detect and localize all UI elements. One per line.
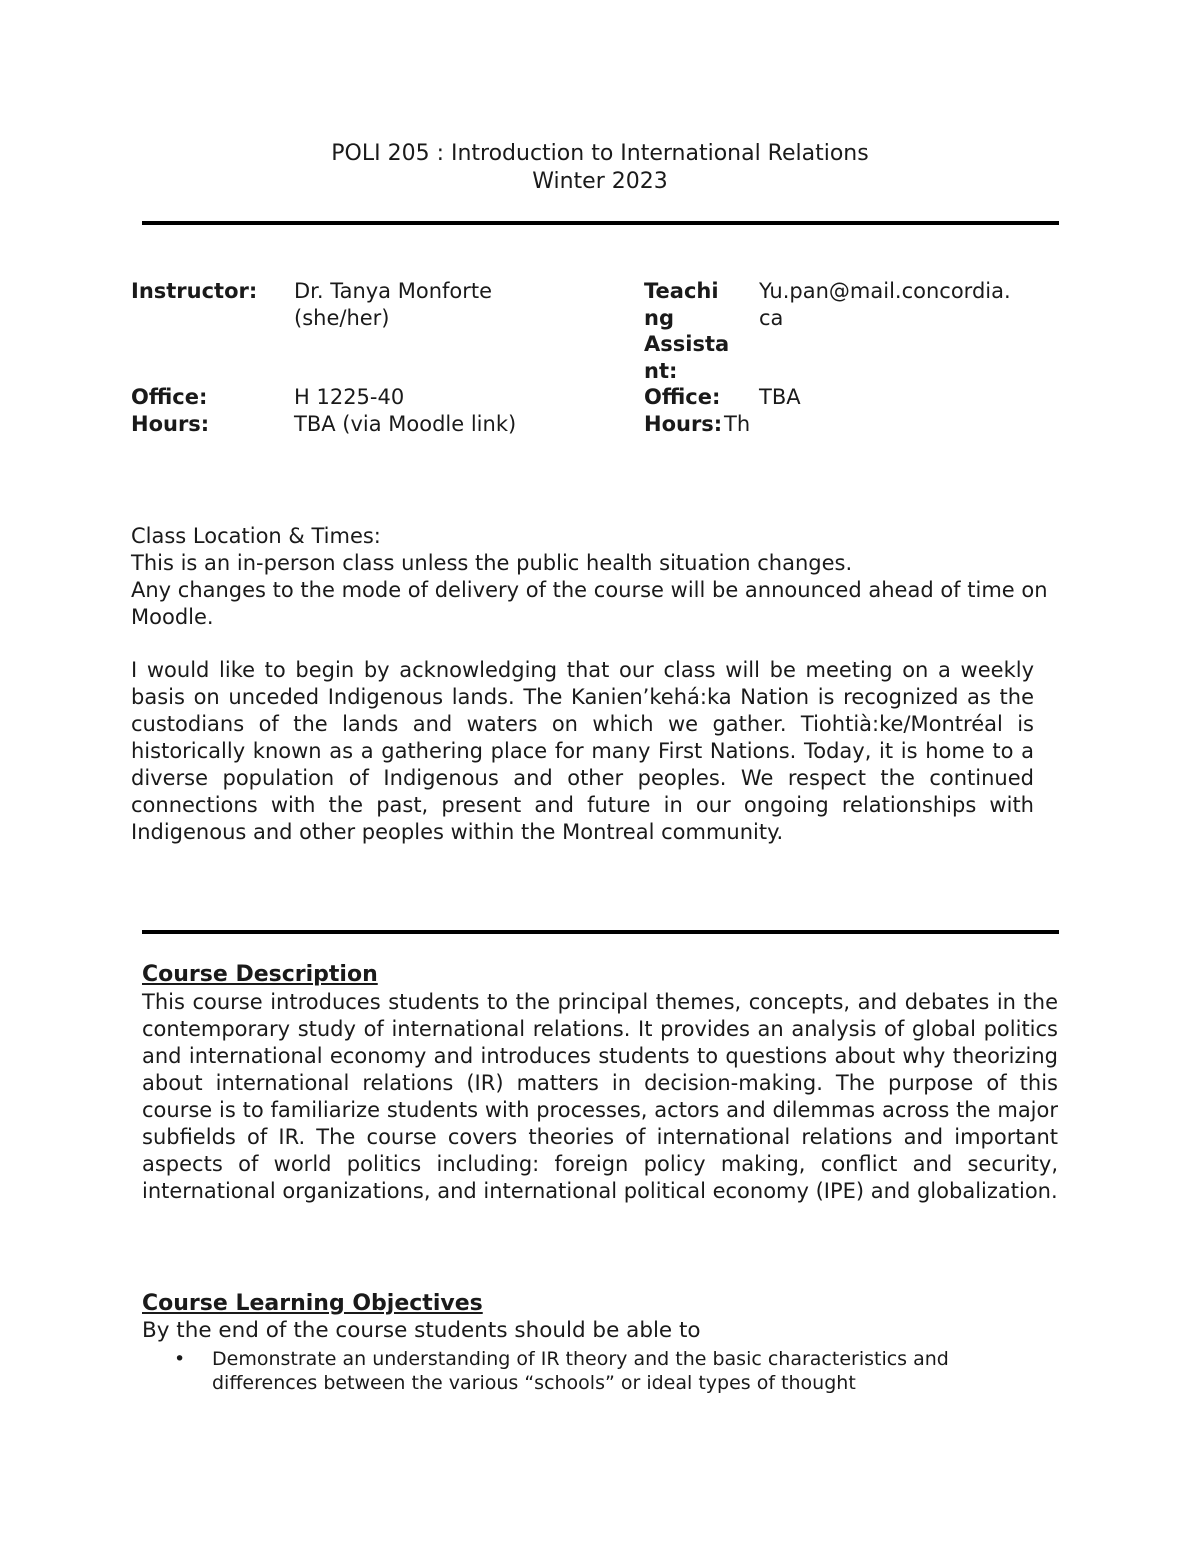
instructor-pronouns: (she/her) (294, 305, 390, 330)
course-description-heading: Course Description (142, 962, 378, 987)
course-description (142, 989, 1058, 1205)
land-acknowledgement (131, 657, 1034, 846)
learning-objectives-intro: By the end of the course students should be able to (142, 1318, 701, 1343)
ta-email-line-1[interactable]: Yu.pan@mail.concordia. (759, 279, 1011, 303)
learning-objectives-list (142, 1347, 1042, 1395)
class-location-line-2: Any changes to the mode of delivery of the course will be announced ahead of time on Moodle. (131, 578, 1048, 629)
ta-office-label: Office: (644, 385, 721, 409)
instructor-hours: TBA (via Moodle link) (294, 411, 517, 436)
document-header (0, 140, 1200, 196)
objective-text: Demonstrate an understanding of IR theory and the basic characteristics and differences between the various “schools” or ideal types of thought (212, 1348, 949, 1394)
class-location-section (131, 523, 1131, 631)
ta-label-line-4: nt: (644, 358, 678, 383)
ta-email-line-2[interactable]: ca (759, 305, 784, 330)
class-location-line-1: This is an in-person class unless the public health situation changes. (131, 551, 853, 575)
ta-office: TBA (759, 385, 801, 409)
section-divider (142, 930, 1059, 934)
course-title: POLI 205 : Introduction to International Relations (331, 141, 869, 166)
list-item (142, 1347, 1042, 1395)
ta-hours-label: Hours: (644, 411, 723, 436)
course-term: Winter 2023 (532, 169, 668, 194)
instructor-name: Dr. Tanya Monforte (294, 279, 493, 303)
course-description-text: This course introduces students to the principal themes, concepts, and debates in the contemporary study of international relations. It provides an analysis of global politics and international economy and introduces students to questions about why theorizing about international relations (IR) matters in decision-making. The purpose of this course is to familiarize students with processes, actors and dilemmas across the major subfields of IR. The course covers theories of international relations and important aspects of world politics including: foreign policy making, conflict and security, international organizations, and international political economy (IPE) and globalization. (142, 990, 1058, 1203)
ta-hours: Th (724, 411, 751, 436)
class-location-heading: Class Location & Times: (131, 524, 381, 548)
instructor-hours-label: Hours: (131, 411, 210, 436)
instructor-label: Instructor: (131, 279, 258, 303)
ta-label-line-1: Teachi (644, 279, 719, 303)
land-acknowledgement-text: I would like to begin by acknowledging that our class will be meeting on a weekly basis on unceded Indigenous lands. The Kanien’kehá:ka Nation is recognized as the custodians of the lands and waters on which we gather. Tiohtià:ke/Montréal is historically known as a gathering place for many First Nations. Today, it is home to a diverse population of Indigenous and other peoples. We respect the continued connections with the past, present and future in our ongoing relationships with Indigenous and other peoples within the Montreal community. (131, 658, 1034, 844)
header-divider (142, 221, 1059, 225)
ta-label-line-3: Assista (644, 332, 730, 356)
ta-label-line-2: ng (644, 305, 674, 330)
instructor-office: H 1225-40 (294, 385, 405, 409)
bullet-icon: • (174, 1348, 186, 1370)
instructor-office-label: Office: (131, 385, 208, 409)
learning-objectives-heading: Course Learning Objectives (142, 1291, 483, 1316)
